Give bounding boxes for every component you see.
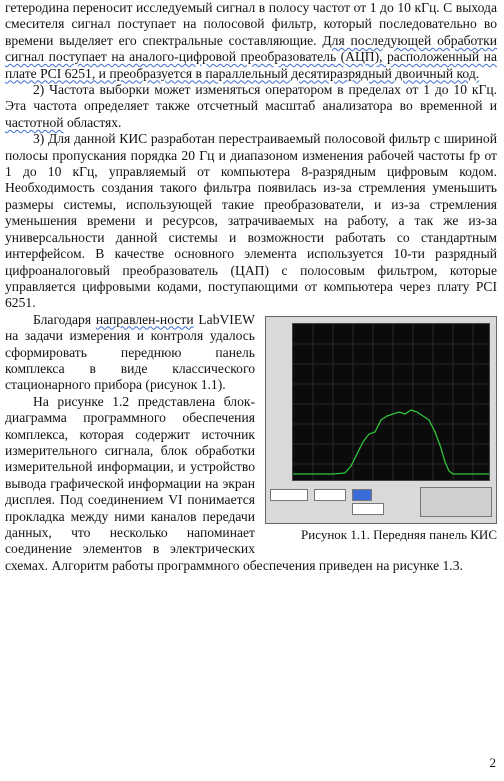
- document-page: [5, 0, 497, 574]
- underlined-word: направлен-ности: [95, 311, 194, 327]
- figure-1-1: [265, 316, 497, 543]
- control-indicator: [352, 489, 372, 501]
- paragraph-3: [5, 131, 497, 311]
- control-field: [314, 489, 346, 501]
- paragraph-text: LabVIEW на задачи измерения и контроля удалось сформировать переднюю панель комплекса в виде классического стационарного прибора (рисунок 1.1).: [5, 311, 255, 393]
- figure-caption: Рисунок 1.1. Передняя панель КИС: [301, 526, 497, 542]
- underlined-text: Для последующей обработки сигнал поступает на аналого-цифровой преобразователь (АЦП), расположенный на плате PCI 6251, и преобразуется в параллельный десятиразрядный двоичный код.: [5, 32, 497, 81]
- control-field: [270, 489, 308, 501]
- front-panel-controls: [270, 485, 492, 519]
- page-number: 2: [489, 755, 496, 770]
- paragraph-text: Благодаря: [33, 311, 92, 327]
- paragraph-text: областях.: [66, 114, 122, 130]
- underlined-word: частотной: [5, 114, 64, 130]
- paragraph-intro: [5, 0, 497, 82]
- paragraph-text: 2) Частота выборки может изменяться оператором в пределах от 1 до 10 кГц. Эта частота определяет также отсчетный масштаб анализатора во временной и: [5, 82, 497, 114]
- paragraph-text: На рисунке 1.2 представлена блок-диаграмма программного обеспечения комплекса, которая содержит источник измерительного сигнала, блок обработки измерительной информации, и устройство вывода графической информации на экран дисплея. Под соединением VI понимается прокладка между ними каналов передачи данных, что несколько напоминает соединение элементов в электрических схемах. Алгоритм работы программного обеспечения приведен на рисунке 1.3.: [5, 393, 463, 573]
- control-field: [352, 503, 384, 515]
- spectrum-plot: [292, 323, 490, 481]
- paragraph-text: гетеродина переносит исследуемый сигнал в полосу частот от 1 до 10 кГц. С выхода смесителя сигнал поступает на полосовой фильтр, который последовательно во времени выделяет его спектральные составляющие.: [5, 0, 497, 48]
- spectrum-graph: [293, 324, 489, 480]
- paragraph-text: 3) Для данной КИС разработан перестраиваемый полосовой фильтр с шириной полосы пропускания порядка 20 Гц и диапазоном изменения рабочей частоты fp от 1 до 10 кГц, управляемый от компьютера 8-разрядным цифровым кодом. Необходимость создания такого фильтра появилась из-за стремления уменьшить размеры системы, использующей такие преобразователи, и из-за стремления уменьшения времени и ресурсов, затрачиваемых на работу, а так же из-за универсальности данной системы и возможности работать со стандартным интерфейсом. В качестве основного элемента используется 10-ти разрядный цифроаналоговый преобразователь (ЦАП) с полосовым фильтром, которые управляется цифровыми кодами, поступающими от компьютера через плату PCI 6251.: [5, 131, 497, 311]
- paragraph-2: [5, 82, 497, 131]
- control-panel: [420, 487, 492, 517]
- front-panel-screenshot: [265, 316, 497, 524]
